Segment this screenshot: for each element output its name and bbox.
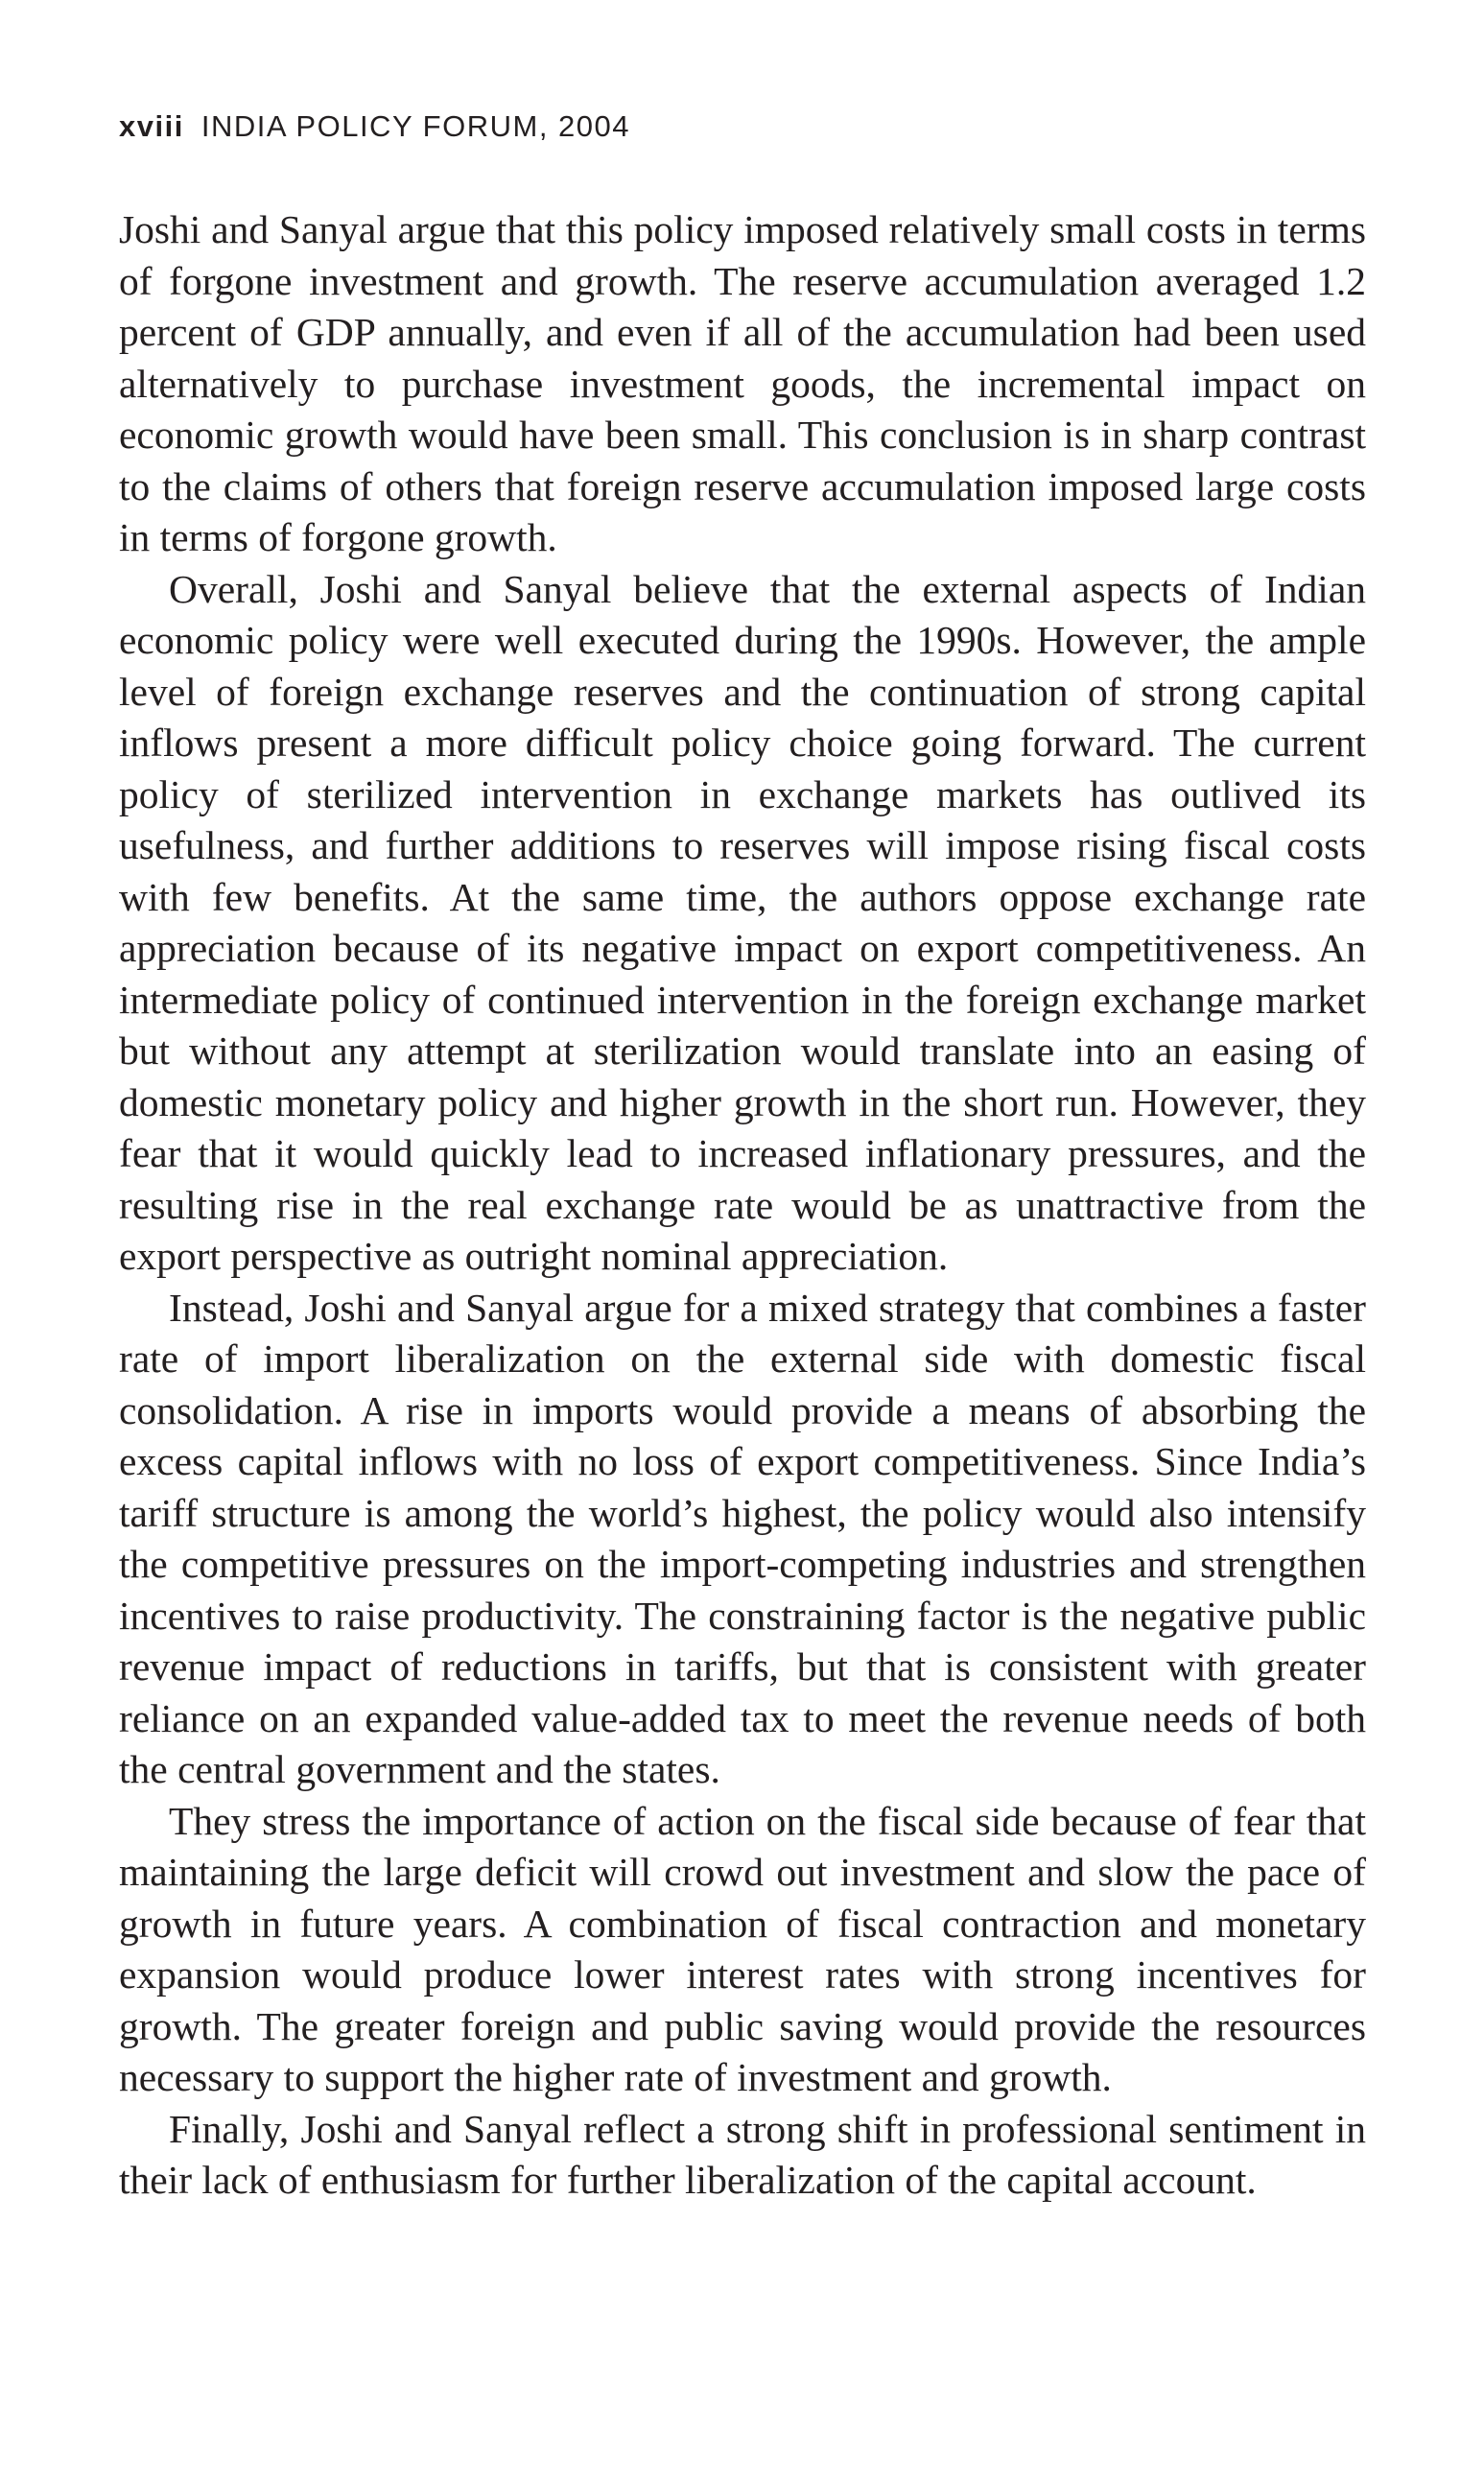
paragraph: Finally, Joshi and Sanyal reflect a strong shift in professional sentiment in their lack of enthusiasm for further liberalization of the capital account. [119, 2106, 1366, 2202]
paragraph: Overall, Joshi and Sanyal believe that the external aspects of Indian economic policy were well executed during the 1990s. However, the ample level of foreign exchange reserves and the continuation of strong capital inflows present a more difficult policy choice going forward. The current policy of sterilized intervention in exchange markets has outlived its usefulness, and further additions to reserves will impose rising fiscal costs with few benefits. At the same time, the authors oppose exchange rate appreciation because of its negative impact on export competitiveness. An intermediate policy of continued intervention in the foreign exchange market but without any attempt at sterilization would translate into an easing of domestic monetary policy and higher growth in the short run. However, they fear that it would quickly lead to increased inflationary pressures, and the resulting rise in the real exchange rate would be as unattractive from the export perspective as outright nominal appreciation. [119, 566, 1366, 1278]
paragraph: Instead, Joshi and Sanyal argue for a mixed strategy that combines a faster rate of import liberalization on the external side with domestic fiscal consolidation. A rise in imports would provide a means of absorbing the excess capital inflows with no loss of export competitiveness. Since India’s tariff structure is among the world’s highest, the policy would also intensify the competitive pressures on the import-competing industries and strengthen incentives to raise productivity. The constraining factor is the negative public revenue impact of reductions in tariffs, but that is consistent with greater reliance on an expanded value-added tax to meet the revenue needs of both the central government and the states. [119, 1285, 1366, 1791]
paragraph: Joshi and Sanyal argue that this policy imposed relatively small costs in terms of forgone investment and growth. The reserve accumulation averaged 1.2 percent of GDP annually, and even if all of the accumulation had been used alternatively to purchase investment goods, the incremental impact on economic growth would have been small. This conclusion is in sharp contrast to the claims of others that foreign reserve accumulation imposed large costs in terms of forgone growth. [119, 207, 1366, 559]
running-head [119, 107, 630, 146]
running-head-title: INDIA POLICY FORUM, 2004 [200, 109, 631, 143]
body-text [119, 204, 1366, 2207]
page-number: xviii [119, 109, 184, 143]
paragraph: They stress the importance of action on the fiscal side because of fear that maintaining the large deficit will crowd out investment and slow the pace of growth in future years. A combination of fiscal contraction and monetary expansion would produce lower interest rates with strong incentives for growth. The greater foreign and public saving would provide the resources necessary to support the higher rate of investment and growth. [119, 1798, 1366, 2099]
